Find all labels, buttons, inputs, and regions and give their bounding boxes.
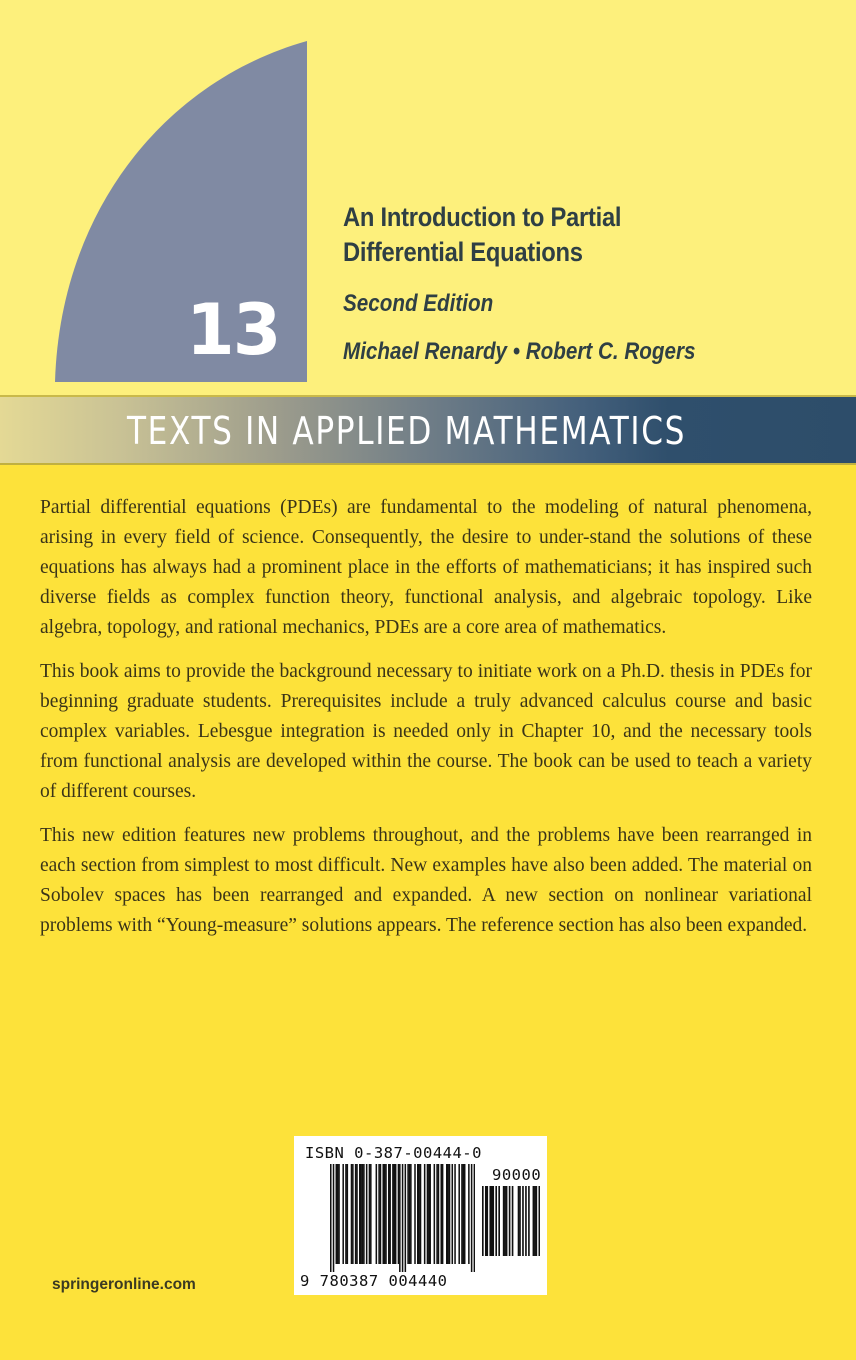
barcode-bar <box>389 1164 391 1264</box>
barcode-bar <box>436 1164 438 1264</box>
barcode-bar <box>485 1186 487 1256</box>
barcode-bar <box>474 1164 475 1272</box>
book-title-line-2: Differential Equations <box>343 237 583 267</box>
barcode-bar <box>418 1164 420 1264</box>
barcode-bar <box>495 1186 497 1256</box>
barcode-bar <box>446 1164 448 1264</box>
series-volume-number: 13 <box>186 289 280 371</box>
price-code: 90000 <box>492 1166 542 1184</box>
barcode-bar <box>424 1164 426 1264</box>
barcode-bar <box>347 1164 349 1264</box>
barcode-bar <box>414 1164 416 1264</box>
barcode-bar <box>369 1164 371 1264</box>
barcode-bar <box>447 1164 449 1264</box>
barcode-bar <box>395 1164 397 1264</box>
barcode-bar <box>428 1164 430 1264</box>
barcode-bar <box>394 1164 396 1264</box>
barcode-bar <box>506 1186 508 1256</box>
barcode-bar <box>345 1164 347 1264</box>
barcode-bar <box>378 1164 380 1264</box>
barcode-bar <box>392 1164 394 1264</box>
barcode-bar <box>360 1164 362 1264</box>
barcode-bar <box>438 1164 440 1264</box>
barcode-bar <box>356 1164 358 1264</box>
description-paragraph-1: Partial differential equations (PDEs) are fundamental to the modeling of natural phenomena, arising in every field of science. Consequently, the desire to under-stand the solutions of these equations has always had a prominent place in the efforts of mathematicians; it has inspired such diverse fields as complex function theory, functional analysis, and algebraic topology. Like algebra, topology, and rational mechanics, PDEs are a core area of mathematics. <box>40 497 812 638</box>
barcode-bar <box>503 1186 505 1256</box>
barcode-bar <box>492 1186 494 1256</box>
book-edition: Second Edition <box>343 290 494 317</box>
barcode-bar <box>417 1164 419 1264</box>
book-title <box>343 200 621 270</box>
barcode-bar <box>454 1164 456 1264</box>
cover-header-area <box>0 0 856 396</box>
barcode-bar <box>429 1164 431 1264</box>
barcode-bar <box>388 1164 390 1264</box>
barcode-bar <box>539 1186 540 1256</box>
barcode-bar <box>489 1186 491 1256</box>
barcode-bar <box>486 1186 488 1256</box>
barcode-bar <box>351 1164 353 1264</box>
barcode-bar <box>512 1186 514 1256</box>
barcode-bar <box>463 1164 465 1264</box>
barcode-bar <box>380 1164 382 1264</box>
ean-digits: 9 780387 004440 <box>300 1272 448 1290</box>
barcode-bar <box>518 1186 520 1256</box>
barcode-bar <box>330 1164 332 1272</box>
barcode-bar <box>376 1164 378 1264</box>
barcode-bar <box>533 1186 535 1256</box>
barcode-bar <box>338 1164 340 1264</box>
barcode-bar <box>519 1186 521 1256</box>
barcode-bar <box>352 1164 354 1264</box>
barcode-bar <box>409 1164 411 1264</box>
barcode-bar <box>491 1186 493 1256</box>
barcode-bar <box>363 1164 365 1264</box>
barcode-bar <box>536 1186 538 1256</box>
barcode-bar <box>402 1164 404 1272</box>
barcode-bar <box>399 1164 401 1272</box>
barcode-bar <box>337 1164 339 1264</box>
barcode-bar <box>382 1164 384 1264</box>
barcode-bar <box>534 1186 536 1256</box>
barcode-bar <box>525 1186 527 1256</box>
publisher-website[interactable]: springeronline.com <box>52 1276 196 1293</box>
barcode-bar <box>504 1186 506 1256</box>
barcode-bar <box>471 1164 473 1272</box>
isbn-barcode <box>294 1136 547 1295</box>
barcode-bar <box>464 1164 466 1264</box>
description-paragraph-3: This new edition features new problems throughout, and the problems have been rearranged in each section from simplest to most difficult. New examples have also been added. The material on Sobolev spaces has been rearranged and expanded. A new section on nonlinear variational problems with “Young-measure” solutions appears. The reference section has also been expanded. <box>40 825 812 936</box>
book-authors: Michael Renardy • Robert C. Rogers <box>343 338 696 365</box>
barcode-bar <box>342 1164 344 1264</box>
barcode-bar <box>498 1186 500 1256</box>
barcode-bar <box>468 1164 470 1264</box>
barcode-bar <box>452 1164 454 1264</box>
barcode-bar <box>509 1186 511 1256</box>
barcode-bar <box>461 1164 463 1264</box>
barcode-bar <box>482 1186 484 1256</box>
barcode-bar <box>449 1164 451 1264</box>
barcode-bar <box>362 1164 364 1264</box>
barcode-bar <box>333 1164 335 1272</box>
barcode-bar <box>407 1164 409 1264</box>
barcode-bar <box>522 1186 524 1256</box>
barcode-bar <box>359 1164 361 1264</box>
barcode-bar <box>420 1164 422 1264</box>
addon-barcode-bars <box>482 1186 540 1264</box>
series-banner <box>0 395 856 465</box>
barcode-bar <box>385 1164 387 1264</box>
book-description <box>40 493 812 955</box>
book-title-line-1: An Introduction to Partial <box>343 202 622 232</box>
barcode-bar <box>384 1164 386 1264</box>
barcode-bar <box>458 1164 460 1264</box>
barcode-bar <box>440 1164 442 1264</box>
barcode-bar <box>366 1164 368 1264</box>
isbn-label: ISBN 0-387-00444-0 <box>305 1144 482 1162</box>
barcode-bar <box>336 1164 338 1264</box>
barcode-bar <box>370 1164 372 1264</box>
barcode-bar <box>398 1164 400 1264</box>
barcode-bar <box>528 1186 530 1256</box>
barcode-bar <box>442 1164 444 1264</box>
series-name: TEXTS IN APPLIED MATHEMATICS <box>127 409 687 453</box>
barcode-bar <box>405 1164 407 1272</box>
barcode-bar <box>355 1164 357 1264</box>
barcode-bar <box>427 1164 429 1264</box>
barcode-bar <box>410 1164 412 1264</box>
description-paragraph-2: This book aims to provide the background necessary to initiate work on a Ph.D. thesis in PDEs for beginning graduate students. Prerequisites include a truly advanced calculus course and basic complex variables. Lebesgue integration is needed only in Chapter 10, and the necessary tools from functional analysis are developed within the course. The book can be used to teach a variety of different courses. <box>40 661 812 802</box>
barcode-bar <box>434 1164 436 1264</box>
ean-barcode-bars <box>330 1164 475 1272</box>
